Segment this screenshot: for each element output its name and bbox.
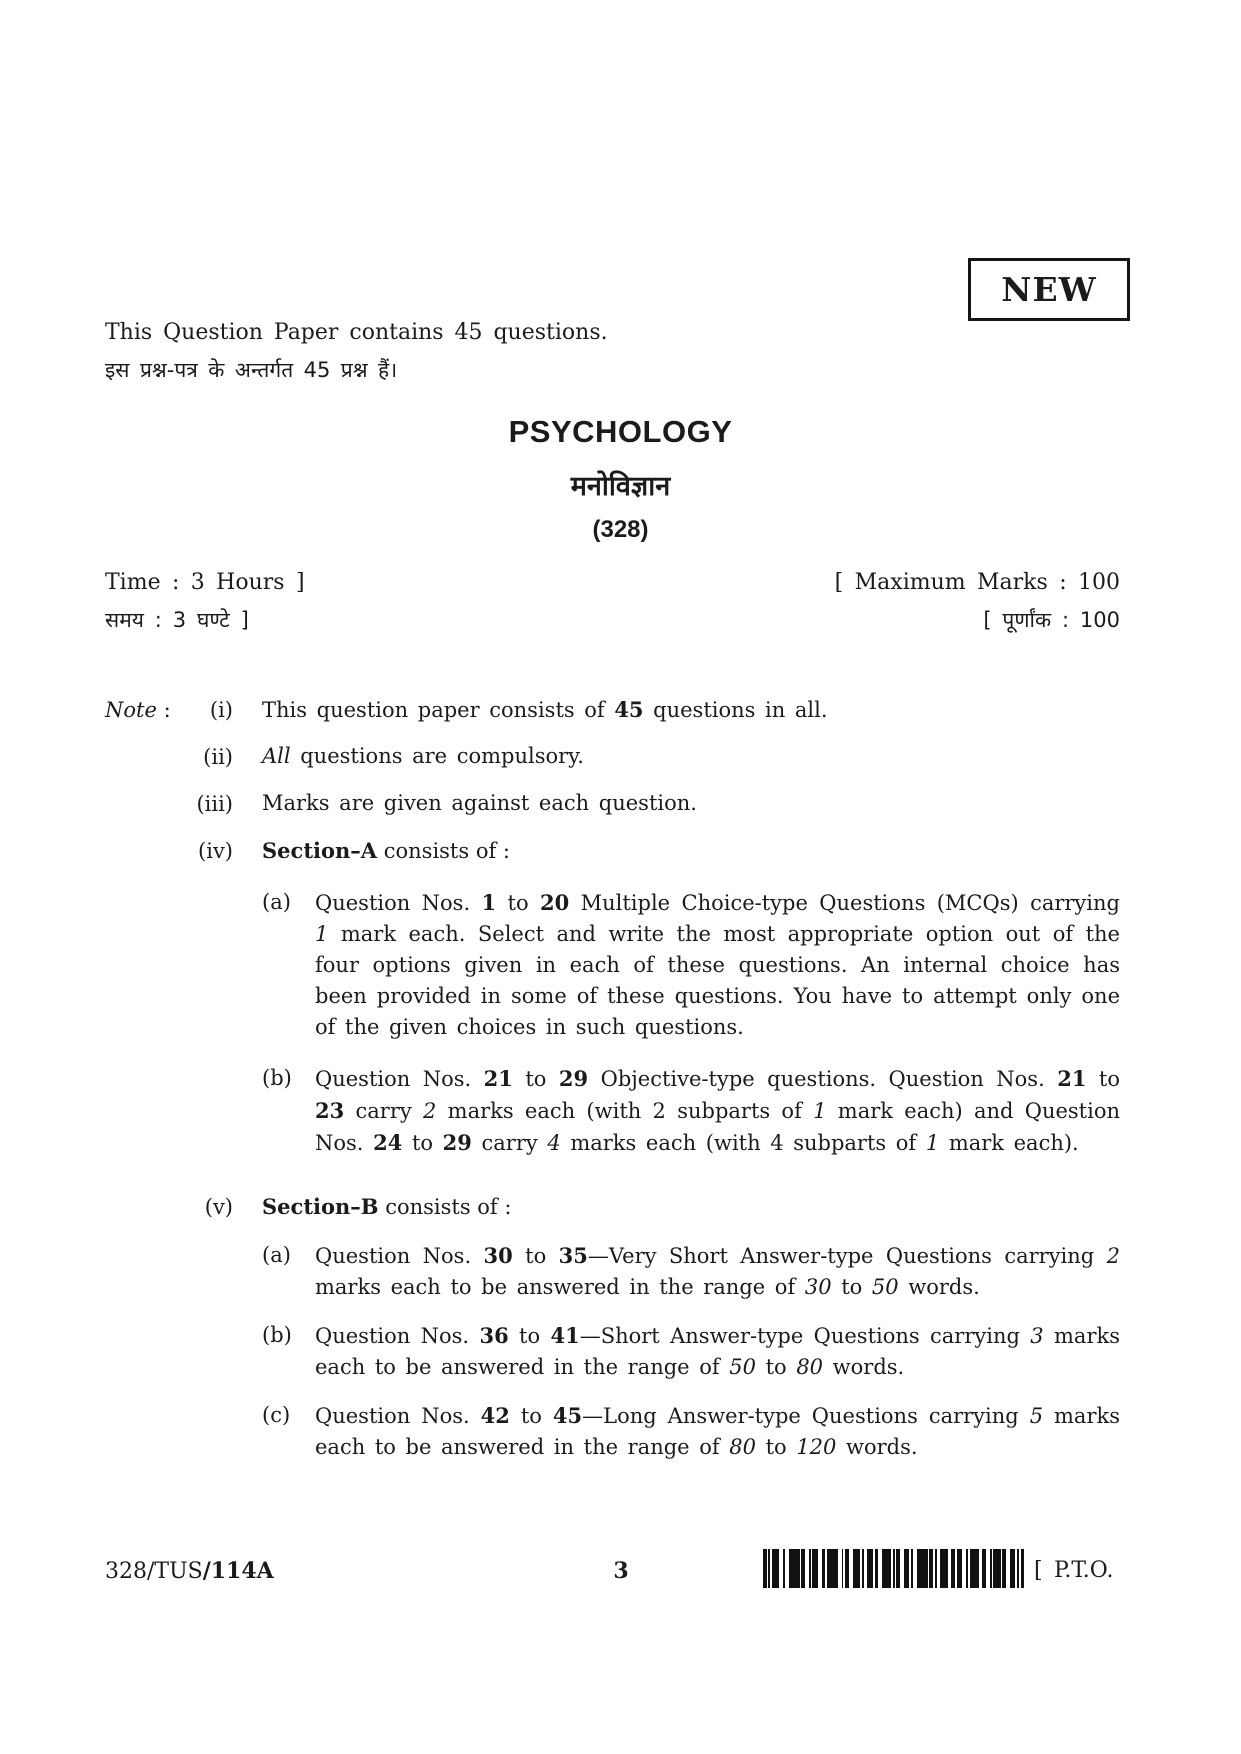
paper-code-footer: 328/TUS/114A [105, 1558, 274, 1584]
note-section [105, 694, 1120, 1463]
note-item-iv-section-a [105, 835, 1120, 867]
subitem-numeral: (b) [262, 1323, 292, 1347]
note-label: Note : [105, 698, 171, 722]
note-item-ii [105, 741, 1120, 773]
section-a-subitem-a [262, 887, 1120, 1043]
subitem-numeral: (a) [262, 1243, 291, 1267]
note-item-text: Marks are given against each question. [262, 791, 697, 815]
time-marks-row-english [105, 570, 1120, 595]
subitem-numeral: (c) [262, 1403, 291, 1427]
item-numeral: (v) [204, 1195, 233, 1219]
note-item-iii [105, 788, 1120, 820]
note-item-text: This question paper consists of 45 questions in all. [262, 697, 828, 722]
barcode [763, 1549, 1027, 1588]
item-numeral: (iv) [198, 839, 233, 863]
paper-title-english: PSYCHOLOGY [508, 414, 733, 449]
page-number: 3 [613, 1558, 629, 1584]
subitem-text: Question Nos. 36 to 41—Short Answer-type Questions carrying 3 marks each to be answered in the range of 50 to 80 words. [315, 1323, 1120, 1379]
section-b-subitem-a [262, 1240, 1120, 1303]
section-b-subitem-c [262, 1400, 1120, 1463]
section-b-subitem-b [262, 1320, 1120, 1383]
section-b-heading: Section–B consists of : [262, 1194, 512, 1219]
section-a-subitem-b [262, 1063, 1120, 1159]
subitem-text: Question Nos. 30 to 35—Very Short Answer-type Questions carrying 2 marks each to be answered in the range of 30 to 50 words. [315, 1243, 1120, 1299]
paper-subject-code: (328) [592, 516, 649, 543]
subitem-numeral: (b) [262, 1066, 292, 1090]
paper-title-hindi: मनोविज्ञान [570, 471, 671, 502]
item-numeral: (i) [209, 698, 233, 722]
section-a-heading: Section–A consists of : [262, 838, 510, 863]
time-allowed-hindi: समय : 3 घण्टे ] [105, 608, 249, 632]
subitem-text: Question Nos. 21 to 29 Objective-type questions. Question Nos. 21 to 23 carry 2 marks each (with 2 subparts of 1 mark each) and Question Nos. 24 to 29 carry 4 marks each (with 4 subparts of 1 mark each). [315, 1066, 1121, 1155]
time-marks-row-hindi [105, 606, 1120, 634]
maximum-marks-english: [ Maximum Marks : 100 [834, 570, 1120, 595]
new-badge-label: NEW [1001, 270, 1097, 309]
pto-label: [ P.T.O. [1034, 1558, 1114, 1583]
intro-note [105, 318, 608, 386]
note-item-v-section-b [105, 1191, 1120, 1223]
intro-line-english: This Question Paper contains 45 questions. [105, 320, 608, 345]
note-item-i [105, 694, 1120, 726]
subitem-text: Question Nos. 1 to 20 Multiple Choice-type Questions (MCQs) carrying 1 mark each. Select and write the most appropriate option out of the four options given in each of these questions. An internal choice has been provided in some of these questions. You have to attempt only one of the given choices in such questions. [315, 890, 1120, 1039]
subitem-numeral: (a) [262, 890, 291, 914]
item-numeral: (iii) [196, 792, 233, 816]
time-allowed-english: Time : 3 Hours ] [105, 570, 305, 595]
note-item-text: All questions are compulsory. [262, 744, 584, 768]
subitem-text: Question Nos. 42 to 45—Long Answer-type Questions carrying 5 marks each to be answered in the range of 80 to 120 words. [315, 1403, 1120, 1459]
item-numeral: (ii) [203, 745, 233, 769]
maximum-marks-hindi: [ पूर्णांक : 100 [983, 608, 1120, 632]
new-badge [968, 258, 1130, 321]
intro-line-hindi: इस प्रश्न-पत्र के अन्तर्गत 45 प्रश्न हैं। [105, 358, 398, 382]
